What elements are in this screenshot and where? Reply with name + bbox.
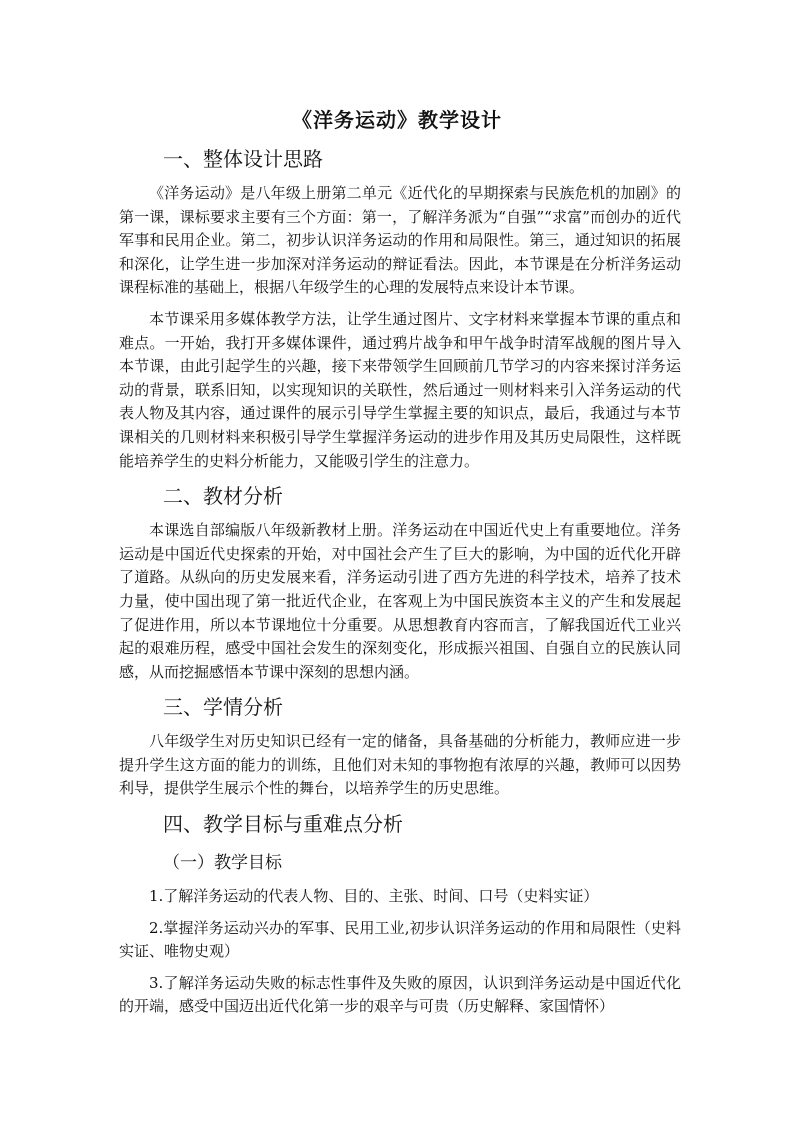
goal-item-2: 2.掌握洋务运动兴办的军事、民用工业,初步认识洋务运动的作用和局限性（史料实证、唯物史观） [119,918,681,961]
goal-item-1: 1.了解洋务运动的代表人物、目的、主张、时间、口号（史料实证） [149,887,599,906]
section-3-paragraph-1: 八年级学生对历史知识已经有一定的储备，具备基础的分析能力，教师应进一步提升学生这方面的能力的训练，且他们对未知的事物抱有浓厚的兴趣，教师可以因势利导，提供学生展示个性的舞台，以培养学生的历史思维。 [119,732,681,798]
section-heading-3: 三、学情分析 [163,695,283,720]
section-heading-4: 四、教学目标与重难点分析 [163,812,403,837]
subsection-heading-teaching-goals: （一）教学目标 [163,853,282,874]
section-2-paragraph-1: 本课选自部编版八年级新教材上册。洋务运动在中国近代史上有重要地位。洋务运动是中国近代史探索的开始，对中国社会产生了巨大的影响，为中国的近代化开辟了道路。从纵向的历史发展来看，洋务运动引进了西方先进的科学技术，培养了技术力量，使中国出现了第一批近代企业，在客观上为中国民族资本主义的产生和发展起了促进作用，所以本节课地位十分重要。从思想教育内容而言，了解我国近代工业兴起的艰难历程，感受中国社会发生的深刻变化，形成振兴祖国、自强自立的民族认同感，从而挖掘感悟本节课中深刻的思想内涵。 [119,521,681,681]
section-heading-2: 二、教材分析 [163,484,283,509]
section-1-paragraph-1: 《洋务运动》是八年级上册第二单元《近代化的早期探索与民族危机的加剧》的第一课，课标要求主要有三个方面：第一，了解洋务派为“自强”“求富”而创办的近代军事和民用企业。第二，初步认识洋务运动的作用和局限性。第三，通过知识的拓展和深化，让学生进一步加深对洋务运动的辩证看法。因此，本节课是在分析洋务运动课程标准的基础上，根据八年级学生的心理的发展特点来设计本节课。 [119,184,681,297]
document-title: 《洋务运动》教学设计 [292,108,502,132]
goal-item-3: 3.了解洋务运动失败的标志性事件及失败的原因，认识到洋务运动是中国近代化的开端，感受中国迈出近代化第一步的艰辛与可贵（历史解释、家国情怀） [119,973,681,1016]
document-body [119,142,681,1019]
section-heading-1: 一、整体设计思路 [163,147,323,171]
section-1-paragraph-2: 本节课采用多媒体教学方法，让学生通过图片、文字材料来掌握本节课的重点和难点。一开始，我打开多媒体课件，通过鸦片战争和甲午战争时清军战舰的图片导入本节课，由此引起学生的兴趣，接下来带领学生回顾前几节学习的内容来探讨洋务运动的背景，联系旧知，以实现知识的关联性，然后通过一则材料来引入洋务运动的代表人物及其内容，通过课件的展示引导学生掌握主要的知识点，最后，我通过与本节课相关的几则材料来积极引导学生掌握洋务运动的进步作用及其历史局限性，这样既能培养学生的史料分析能力，又能吸引学生的注意力。 [119,309,681,470]
